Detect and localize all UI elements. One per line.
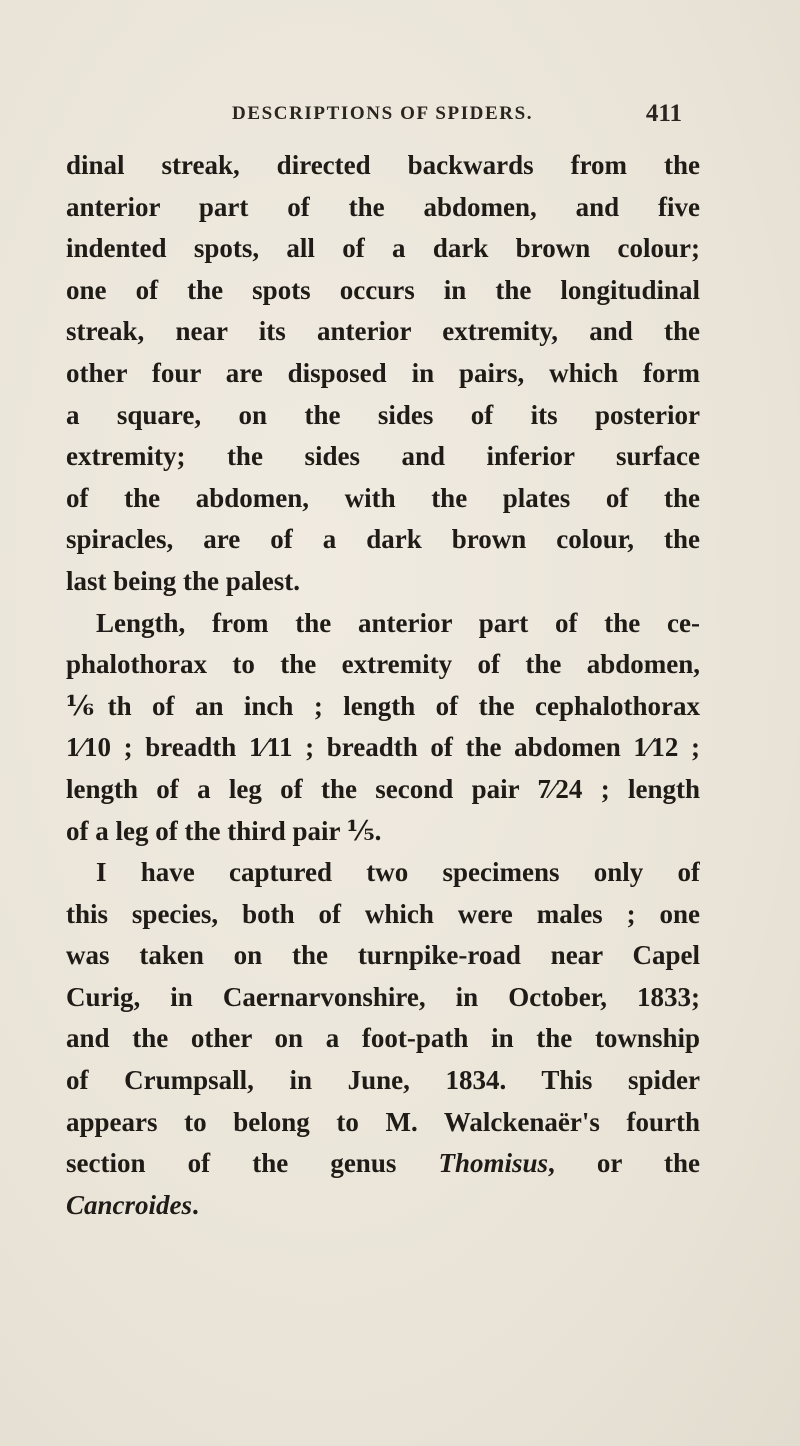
section-name-cancroides: Cancroides [66,1189,193,1220]
text-line: streak, near its anterior extremity, and the [66,316,700,347]
page-number: 411 [645,100,682,127]
text-line: this species, both of which were males ; one [66,898,700,929]
text-line: was taken on the turnpike-road near Capel [66,940,700,971]
text-line [66,1185,700,1227]
text-line: appears to belong to M. Walckenaër's fourth [66,1106,700,1137]
text-line: 1⁄10 ; breadth 1⁄11 ; breadth of the abdomen 1⁄12 ; [66,732,700,763]
text-line: other four are disposed in pairs, which form [66,357,700,388]
text-line: of a leg of the third pair ⅕. [66,815,382,846]
text-line: a square, on the sides of its posterior [66,399,700,430]
text-line: Curig, in Caernarvonshire, in October, 1833; [66,981,700,1012]
text-line: spiracles, are of a dark brown colour, the [66,524,700,555]
text-line: of Crumpsall, in June, 1834. This spider [66,1065,700,1096]
text-line: phalothorax to the extremity of the abdomen, [66,649,700,680]
text-line: one of the spots occurs in the longitudinal [66,274,700,305]
text-run: section of the genus [66,1148,439,1179]
text-line: last being the palest. [66,565,301,596]
text-line: anterior part of the abdomen, and five [66,191,700,222]
text-line: ⅙th of an inch ; length of the cephalothorax [66,690,700,721]
text-line: length of a leg of the second pair 7⁄24 ; length [66,773,700,804]
text-line: of the abdomen, with the plates of the [66,482,700,513]
text-line: Length, from the anterior part of the ce- [96,607,700,638]
text-line: dinal streak, directed backwards from the [66,150,700,180]
body-text [66,145,700,1226]
text-line: extremity; the sides and inferior surface [66,441,700,472]
text-line: indented spots, all of a dark brown colour; [66,233,700,264]
genus-name-thomisus: Thomisus [438,1148,549,1179]
text-line: I have captured two specimens only of [96,857,700,888]
text-line: and the other on a foot-path in the township [66,1023,700,1054]
text-line [66,1143,700,1185]
text-run: , or the [548,1148,700,1179]
text-run: . [192,1189,199,1220]
running-title: DESCRIPTIONS OF SPIDERS. [232,103,534,124]
page-header [232,100,682,133]
